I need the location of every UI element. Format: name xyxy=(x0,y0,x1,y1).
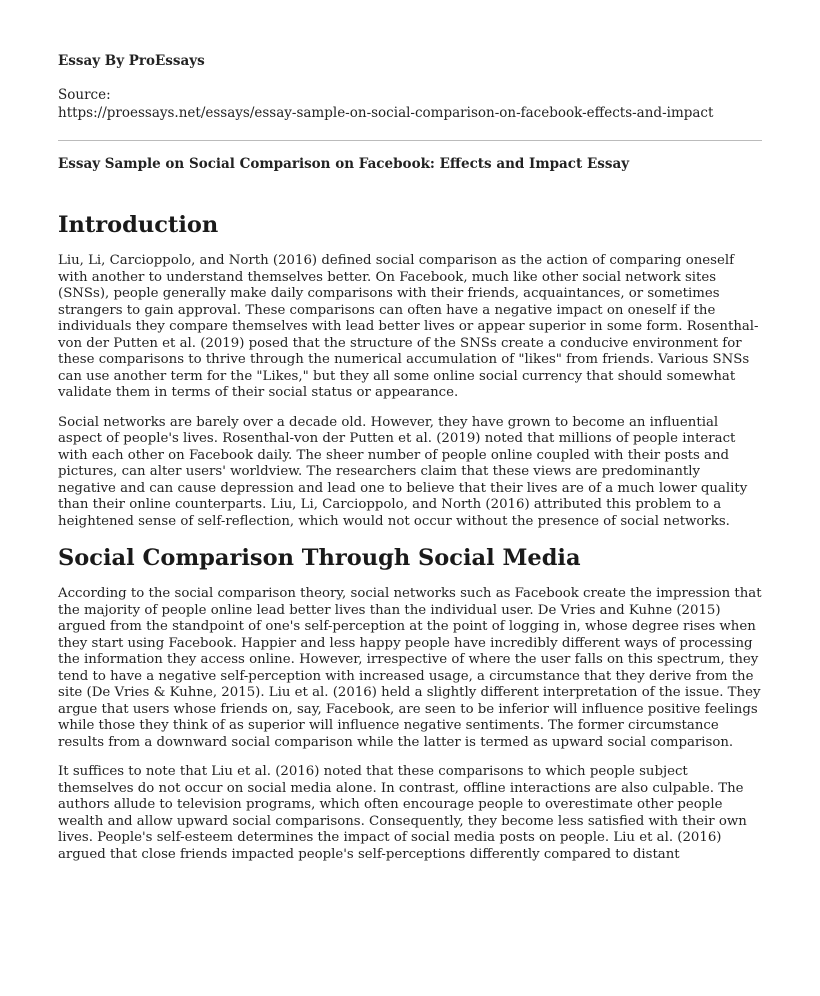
section-introduction xyxy=(58,211,762,530)
document-title: Essay Sample on Social Comparison on Facebook: Effects and Impact Essay xyxy=(58,156,630,172)
paragraph: Social networks are barely over a decade old. However, they have grown to become an influential aspect of people's lives. Rosenthal-von der Putten et al. (2019) noted that millions of people interact with each other on Facebook daily. The sheer number of people online coupled with their posts and pictures, can alter users' worldview. The researchers claim that these views are predominantly negative and can cause depression and lead one to believe that their lives are of a much lower quality than their online counterparts. Liu, Li, Carcioppolo, and North (2016) attributed this problem to a heightened sense of self-reflection, which would not occur without the presence of social networks. xyxy=(58,414,748,529)
header-divider xyxy=(58,140,762,141)
section-social-comparison xyxy=(58,544,762,863)
paragraph: According to the social comparison theory, social networks such as Facebook create the impression that the majority of people online lead better lives than the individual user. De Vries and Kuhne (2015) argued from the standpoint of one's self-perception at the point of logging in, whose degree rises when they start using Facebook. Happier and less happy people have incredibly different ways of processing the information they access online. However, irrespective of where the user falls on this spectrum, they tend to have a negative self-perception with increased usage, a circumstance that they derive from the site (De Vries & Kuhne, 2015). Liu et al. (2016) held a slightly different interpretation of the issue. They argue that users whose friends on, say, Facebook, are seen to be inferior will influence positive feelings while those they think of as superior will influence negative sentiments. The former circumstance results from a downward social comparison while the latter is termed as upward social comparison. xyxy=(58,586,762,750)
paragraph: Liu, Li, Carcioppolo, and North (2016) defined social comparison as the action of comparing oneself with another to understand themselves better. On Facebook, much like other social network sites (SNSs), people generally make daily comparisons with their friends, acquaintances, or sometimes strangers to gain approval. These comparisons can often have a negative impact on oneself if the individuals they compare themselves with lead better lives or appear superior in some form. Rosenthal-von der Putten et al. (2019) posed that the structure of the SNSs create a conducive environment for these comparisons to thrive through the numerical accumulation of "likes" from friends. Various SNSs can use another term for the "Likes," but they all some online social currency that should somewhat validate them in terms of their social status or appearance. xyxy=(58,253,759,400)
paragraph: It suffices to note that Liu et al. (2016) noted that these comparisons to which people subject themselves do not occur on social media alone. In contrast, offline interactions are also culpable. The authors allude to television programs, which often encourage people to overestimate other people wealth and allow upward social comparisons. Consequently, they become less satisfied with their own lives. People's self-esteem determines the impact of social media posts on people. Liu et al. (2016) argued that close friends impacted people's self-perceptions differently compared to distant xyxy=(58,764,747,862)
section-heading-social-comparison: Social Comparison Through Social Media xyxy=(58,545,581,571)
source-label: Source: xyxy=(58,87,111,103)
author-line: Essay By ProEssays xyxy=(58,53,205,69)
section-heading-introduction: Introduction xyxy=(58,212,219,238)
source-url: https://proessays.net/essays/essay-sample-on-social-comparison-on-facebook-effects-and-impact xyxy=(58,105,714,121)
